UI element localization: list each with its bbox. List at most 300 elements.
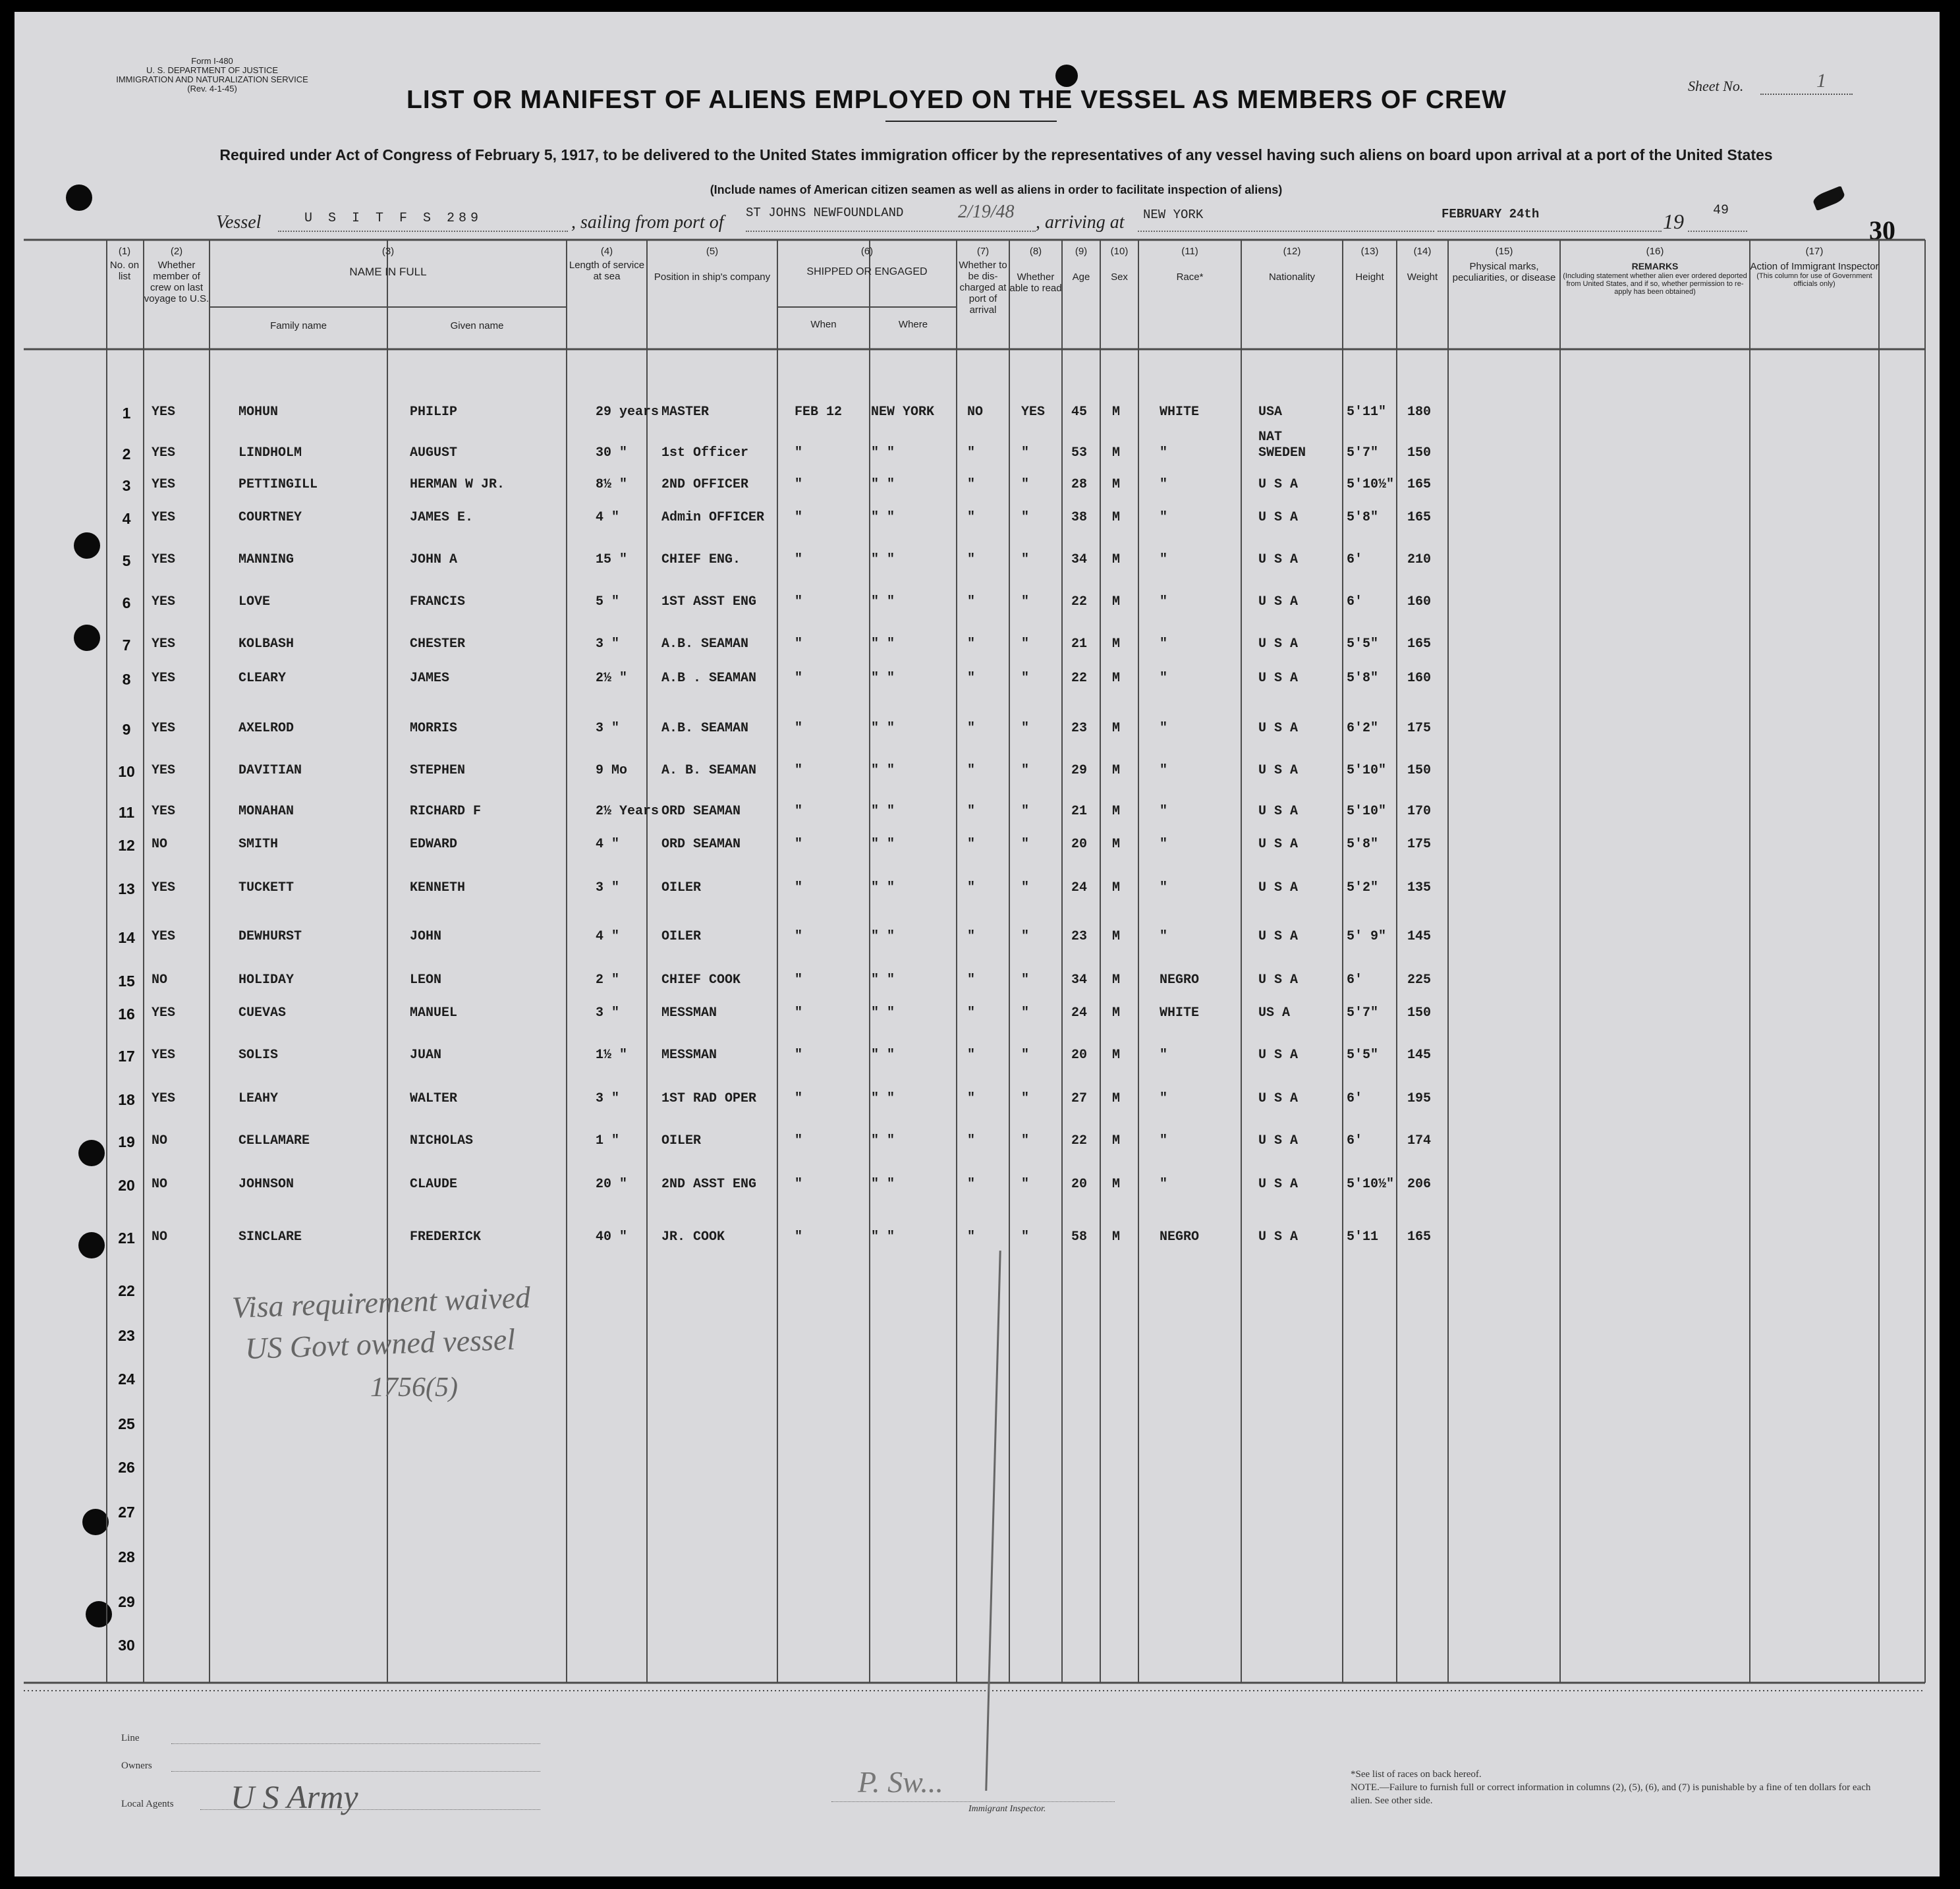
cell-given: EDWARD <box>410 837 458 852</box>
cell-when: " <box>795 973 803 988</box>
cell-family: KOLBASH <box>238 636 294 652</box>
cell-where: " " <box>871 552 895 567</box>
cell-position: MASTER <box>661 405 710 420</box>
cell-prev: YES <box>152 763 176 778</box>
handwritten-note-line3: 1756(5) <box>370 1372 458 1403</box>
cell-family: JOHNSON <box>238 1177 294 1192</box>
inspector-label: Immigrant Inspector. <box>968 1804 1046 1814</box>
cell-service: 4 " <box>596 510 620 525</box>
cell-where: " " <box>871 1005 895 1021</box>
cell-read: " <box>1021 477 1030 492</box>
cell-service: 29 years <box>596 405 659 420</box>
cell-read: " <box>1021 804 1030 819</box>
cell-sex: M <box>1112 837 1121 852</box>
cell-given: JOHN <box>410 929 442 944</box>
line-field <box>171 1743 540 1744</box>
cell-when: " <box>795 1177 803 1192</box>
cell-height: 6' <box>1347 552 1363 567</box>
arriving-port: NEW YORK <box>1143 208 1204 222</box>
cell-discharged: " <box>967 763 976 778</box>
cell-weight: 180 <box>1407 405 1432 420</box>
cell-race: " <box>1160 763 1168 778</box>
cell-weight: 135 <box>1407 880 1432 895</box>
cell-discharged: " <box>967 594 976 609</box>
cell-where: NEW YORK <box>871 405 935 420</box>
vessel-name: U S I T F S 289 <box>304 211 483 226</box>
cell-family: SMITH <box>238 837 279 852</box>
cell-when: " <box>795 1048 803 1063</box>
cell-discharged: " <box>967 1005 976 1021</box>
footer-note-races: *See list of races on back hereof. <box>1351 1769 1482 1780</box>
cell-height: 5'8" <box>1347 671 1379 686</box>
cell-when: " <box>795 804 803 819</box>
cell-when: " <box>795 929 803 944</box>
row-number: 23 <box>118 1327 135 1344</box>
cell-weight: 160 <box>1407 594 1432 609</box>
cell-discharged: " <box>967 973 976 988</box>
cell-sex: M <box>1112 1133 1121 1148</box>
cell-where: " " <box>871 880 895 895</box>
cell-position: 1ST ASST ENG <box>661 594 757 609</box>
col-10-header: (10) Sex <box>1110 246 1129 283</box>
cell-age: 53 <box>1071 445 1088 461</box>
cell-nationality: U S A <box>1258 1048 1299 1063</box>
cell-when: " <box>795 721 803 736</box>
row-number: 21 <box>118 1229 135 1247</box>
cell-age: 23 <box>1071 721 1088 736</box>
cell-read: " <box>1021 929 1030 944</box>
cell-nationality: U S A <box>1258 763 1299 778</box>
cell-position: OILER <box>661 880 702 895</box>
cell-nationality: U S A <box>1258 477 1299 492</box>
cell-read: YES <box>1021 405 1046 420</box>
cell-sex: M <box>1112 594 1121 609</box>
cell-nationality: U S A <box>1258 973 1299 988</box>
cell-nationality: U S A <box>1258 929 1299 944</box>
cell-read: " <box>1021 763 1030 778</box>
cell-race: " <box>1160 880 1168 895</box>
cell-family: DEWHURST <box>238 929 302 944</box>
cell-sex: M <box>1112 671 1121 686</box>
row-number: 6 <box>122 594 131 611</box>
cell-service: 2½ Years <box>596 804 659 819</box>
cell-service: 30 " <box>596 445 628 461</box>
agents-label: Local Agents <box>121 1799 174 1809</box>
cell-where: " " <box>871 1048 895 1063</box>
owners-label: Owners <box>121 1761 152 1771</box>
cell-discharged: " <box>967 1177 976 1192</box>
cell-race: " <box>1160 510 1168 525</box>
cell-age: 34 <box>1071 973 1088 988</box>
cell-prev: YES <box>152 671 176 686</box>
cell-where: " " <box>871 510 895 525</box>
cell-nationality: U S A <box>1258 671 1299 686</box>
cell-service: 1 " <box>596 1133 620 1148</box>
cell-position: CHIEF ENG. <box>661 552 741 567</box>
cell-service: 20 " <box>596 1177 628 1192</box>
cell-read: " <box>1021 510 1030 525</box>
cell-service: 5 " <box>596 594 620 609</box>
cell-given: CHESTER <box>410 636 466 652</box>
cell-service: 8½ " <box>596 477 628 492</box>
cell-prev: NO <box>152 1177 168 1192</box>
cell-when: " <box>795 445 803 461</box>
cell-age: 20 <box>1071 1177 1088 1192</box>
cell-sex: M <box>1112 636 1121 652</box>
cell-discharged: " <box>967 636 976 652</box>
cell-race: " <box>1160 1048 1168 1063</box>
row-number: 12 <box>118 837 135 854</box>
cell-discharged: " <box>967 477 976 492</box>
cell-when: " <box>795 763 803 778</box>
cell-read: " <box>1021 837 1030 852</box>
cell-sex: M <box>1112 804 1121 819</box>
row-number: 3 <box>122 477 131 494</box>
cell-age: 38 <box>1071 510 1088 525</box>
cell-height: 5'8" <box>1347 510 1379 525</box>
cell-sex: M <box>1112 929 1121 944</box>
arriving-label: , arriving at <box>1036 212 1125 233</box>
cell-race: " <box>1160 445 1168 461</box>
sailing-label: , sailing from port of <box>571 212 724 233</box>
cell-when: " <box>795 1005 803 1021</box>
cell-height: 5'7" <box>1347 445 1379 461</box>
cell-height: 5'11 <box>1347 1229 1379 1245</box>
cell-where: " " <box>871 445 895 461</box>
cell-discharged: " <box>967 552 976 567</box>
given-name-header: Given name <box>450 320 504 331</box>
cell-weight: 150 <box>1407 763 1432 778</box>
form-subtitle-note: (Include names of American citizen seamen as well as aliens in order to facilitate inspection of aliens) <box>710 183 1283 196</box>
cell-read: " <box>1021 1177 1030 1192</box>
cell-service: 1½ " <box>596 1048 628 1063</box>
cell-height: 5'10½" <box>1347 477 1395 492</box>
cell-weight: 195 <box>1407 1091 1432 1106</box>
cell-sex: M <box>1112 1091 1121 1106</box>
cell-weight: 150 <box>1407 445 1432 461</box>
cell-race: " <box>1160 1133 1168 1148</box>
col-9-header: (9) Age <box>1072 246 1090 283</box>
cell-position: ORD SEAMAN <box>661 804 741 819</box>
cell-discharged: " <box>967 1048 976 1063</box>
cell-height: 5'5" <box>1347 1048 1379 1063</box>
cell-service: 3 " <box>596 1091 620 1106</box>
cell-service: 2½ " <box>596 671 628 686</box>
cell-height: 6' <box>1347 1133 1363 1148</box>
cell-discharged: " <box>967 510 976 525</box>
col-3-header: (3) NAME IN FULL <box>349 246 427 278</box>
cell-age: 27 <box>1071 1091 1088 1106</box>
stamp-number: 30 <box>1869 215 1895 245</box>
form-service: IMMIGRATION AND NATURALIZATION SERVICE <box>116 74 308 84</box>
cell-sex: M <box>1112 405 1121 420</box>
where-header: Where <box>898 319 928 330</box>
cell-race: " <box>1160 837 1168 852</box>
cell-position: A.B . SEAMAN <box>661 671 757 686</box>
cell-age: 21 <box>1071 636 1088 652</box>
cell-where: " " <box>871 721 895 736</box>
cell-height: 5'2" <box>1347 880 1379 895</box>
col-11-header: (11) Race* <box>1176 246 1204 283</box>
sailing-port: ST JOHNS NEWFOUNDLAND <box>746 206 904 220</box>
cell-prev: YES <box>152 929 176 944</box>
cell-when: " <box>795 1091 803 1106</box>
cell-sex: M <box>1112 1177 1121 1192</box>
cell-where: " " <box>871 671 895 686</box>
row-number: 24 <box>118 1370 135 1388</box>
cell-height: 5'10" <box>1347 804 1387 819</box>
cell-where: " " <box>871 804 895 819</box>
col-8-header: (8) Whether able to read <box>1009 246 1062 294</box>
cell-weight: 165 <box>1407 510 1432 525</box>
cell-service: 40 " <box>596 1229 628 1245</box>
cell-sex: M <box>1112 1005 1121 1021</box>
cell-race: NEGRO <box>1160 973 1200 988</box>
cell-read: " <box>1021 721 1030 736</box>
cell-read: " <box>1021 973 1030 988</box>
cell-position: 1st Officer <box>661 445 749 461</box>
cell-given: JUAN <box>410 1048 442 1063</box>
row-number: 14 <box>118 929 135 946</box>
form-number: Form I-480 <box>191 56 233 66</box>
col-16-header: (16) REMARKS (Including statement whether alien ever ordered deported from United States, and if so, whether permission to re-apply has been obtained) <box>1563 246 1747 296</box>
cell-weight: 174 <box>1407 1133 1432 1148</box>
row-number: 20 <box>118 1177 135 1194</box>
cell-weight: 165 <box>1407 636 1432 652</box>
cell-position: Admin OFFICER <box>661 510 765 525</box>
cell-when: " <box>795 1229 803 1245</box>
cell-family: SOLIS <box>238 1048 279 1063</box>
cell-age: 29 <box>1071 763 1088 778</box>
cell-nationality: U S A <box>1258 721 1299 736</box>
cell-race: WHITE <box>1160 405 1200 420</box>
col-12-header: (12) Nationality <box>1268 246 1316 283</box>
cell-where: " " <box>871 477 895 492</box>
cell-position: MESSMAN <box>661 1005 717 1021</box>
cell-family: MOHUN <box>238 405 279 420</box>
cell-sex: M <box>1112 880 1121 895</box>
cell-read: " <box>1021 1048 1030 1063</box>
year-value: 49 <box>1713 203 1729 218</box>
cell-given: RICHARD F <box>410 804 482 819</box>
cell-race: " <box>1160 552 1168 567</box>
cell-height: 5'7" <box>1347 1005 1379 1021</box>
cell-age: 20 <box>1071 837 1088 852</box>
row-number: 4 <box>122 510 131 527</box>
cell-position: OILER <box>661 1133 702 1148</box>
cell-family: CLEARY <box>238 671 287 686</box>
cell-position: 1ST RAD OPER <box>661 1091 757 1106</box>
cell-given: HERMAN W JR. <box>410 477 505 492</box>
cell-discharged: NO <box>967 405 984 420</box>
cell-service: 4 " <box>596 929 620 944</box>
sheet-no-label: Sheet No. <box>1688 78 1744 94</box>
cell-nationality: U S A <box>1258 837 1299 852</box>
cell-position: OILER <box>661 929 702 944</box>
cell-given: JOHN A <box>410 552 458 567</box>
cell-given: KENNETH <box>410 880 466 895</box>
cell-race: " <box>1160 929 1168 944</box>
cell-discharged: " <box>967 1133 976 1148</box>
cell-given: CLAUDE <box>410 1177 458 1192</box>
cell-age: 22 <box>1071 1133 1088 1148</box>
cell-prev: YES <box>152 405 176 420</box>
cell-family: DAVITIAN <box>238 763 302 778</box>
cell-discharged: " <box>967 837 976 852</box>
cell-read: " <box>1021 880 1030 895</box>
cell-when: FEB 12 <box>795 405 843 420</box>
cell-height: 5'5" <box>1347 636 1379 652</box>
year-label: 19 <box>1663 210 1684 233</box>
row-number: 7 <box>122 636 131 654</box>
cell-weight: 160 <box>1407 671 1432 686</box>
cell-given: JAMES <box>410 671 450 686</box>
cell-age: 24 <box>1071 880 1088 895</box>
cell-position: 2ND OFFICER <box>661 477 749 492</box>
cell-race: " <box>1160 671 1168 686</box>
cell-weight: 225 <box>1407 973 1432 988</box>
cell-age: 58 <box>1071 1229 1088 1245</box>
row-number: 11 <box>118 804 135 821</box>
row-number: 2 <box>122 445 131 463</box>
cell-when: " <box>795 880 803 895</box>
cell-given: MANUEL <box>410 1005 458 1021</box>
cell-discharged: " <box>967 1091 976 1106</box>
row-number: 26 <box>118 1459 135 1476</box>
cell-weight: 175 <box>1407 837 1432 852</box>
cell-nationality: US A <box>1258 1005 1291 1021</box>
inspector-signature: P. Sw... <box>858 1765 943 1799</box>
cell-weight: 165 <box>1407 477 1432 492</box>
cell-family: HOLIDAY <box>238 973 294 988</box>
row-number: 17 <box>118 1048 135 1065</box>
cell-height: 6' <box>1347 973 1363 988</box>
cell-sex: M <box>1112 1229 1121 1245</box>
cell-nationality: U S A <box>1258 1133 1299 1148</box>
cell-when: " <box>795 594 803 609</box>
cell-age: 20 <box>1071 1048 1088 1063</box>
cell-read: " <box>1021 445 1030 461</box>
cell-prev: YES <box>152 804 176 819</box>
cell-position: CHIEF COOK <box>661 973 741 988</box>
cell-read: " <box>1021 1229 1030 1245</box>
cell-family: TUCKETT <box>238 880 294 895</box>
cell-prev: YES <box>152 1091 176 1106</box>
col-4-header: (4) Length of service at sea <box>569 246 645 282</box>
cell-age: 22 <box>1071 671 1088 686</box>
cell-age: 28 <box>1071 477 1088 492</box>
row-number: 28 <box>118 1548 135 1565</box>
cell-when: " <box>795 671 803 686</box>
cell-where: " " <box>871 1133 895 1148</box>
cell-nationality: U S A <box>1258 552 1299 567</box>
footer-notes <box>1351 1768 1878 1807</box>
cell-position: MESSMAN <box>661 1048 717 1063</box>
cell-sex: M <box>1112 445 1121 461</box>
cell-read: " <box>1021 1133 1030 1148</box>
col-1-header: (1) No. on list <box>109 246 140 282</box>
cell-when: " <box>795 636 803 652</box>
cell-prev: YES <box>152 721 176 736</box>
when-header: When <box>810 319 837 330</box>
cell-age: 23 <box>1071 929 1088 944</box>
cell-weight: 210 <box>1407 552 1432 567</box>
cell-height: 5' 9" <box>1347 929 1387 944</box>
col-17-header: (17) Action of Immigrant Inspector (This column for use of Government officials only) <box>1750 246 1879 288</box>
cell-prev: YES <box>152 445 176 461</box>
cell-weight: 145 <box>1407 929 1432 944</box>
row-number: 9 <box>122 721 131 738</box>
cell-family: LINDHOLM <box>238 445 302 461</box>
manifest-sheet <box>14 12 1940 1876</box>
col-15-header: (15) Physical marks, peculiarities, or disease <box>1452 246 1556 283</box>
sheet-no-value: 1 <box>1816 70 1826 92</box>
cell-given: PHILIP <box>410 405 458 420</box>
cell-race: " <box>1160 1091 1168 1106</box>
col-14-header: (14) Weight <box>1407 246 1438 283</box>
row-number: 27 <box>118 1504 135 1521</box>
cell-race: " <box>1160 477 1168 492</box>
cell-nationality: U S A <box>1258 1177 1299 1192</box>
cell-where: " " <box>871 837 895 852</box>
cell-weight: 165 <box>1407 1229 1432 1245</box>
cell-where: " " <box>871 929 895 944</box>
cell-where: " " <box>871 1229 895 1245</box>
cell-age: 21 <box>1071 804 1088 819</box>
cell-family: PETTINGILL <box>238 477 318 492</box>
cell-race: " <box>1160 594 1168 609</box>
cell-nationality: U S A <box>1258 636 1299 652</box>
cell-height: 6' <box>1347 594 1363 609</box>
row-number: 18 <box>118 1091 135 1108</box>
cell-height: 6'2" <box>1347 721 1379 736</box>
cell-family: MANNING <box>238 552 294 567</box>
row-number: 19 <box>118 1133 135 1150</box>
cell-nationality: U S A <box>1258 880 1299 895</box>
cell-read: " <box>1021 636 1030 652</box>
form-department: U. S. DEPARTMENT OF JUSTICE <box>146 65 279 75</box>
cell-given: STEPHEN <box>410 763 466 778</box>
cell-nationality: USA <box>1258 405 1283 420</box>
cell-nationality: U S A <box>1258 594 1299 609</box>
cell-given: WALTER <box>410 1091 458 1106</box>
cell-given: NICHOLAS <box>410 1133 474 1148</box>
cell-given: LEON <box>410 973 442 988</box>
cell-sex: M <box>1112 1048 1121 1063</box>
cell-when: " <box>795 837 803 852</box>
cell-where: " " <box>871 1177 895 1192</box>
cell-race: " <box>1160 636 1168 652</box>
cell-race: " <box>1160 721 1168 736</box>
cell-height: 5'10" <box>1347 763 1387 778</box>
cell-weight: 170 <box>1407 804 1432 819</box>
cell-weight: 206 <box>1407 1177 1432 1192</box>
cell-where: " " <box>871 1091 895 1106</box>
cell-nationality: NAT SWEDEN <box>1258 430 1306 461</box>
cell-family: LEAHY <box>238 1091 279 1106</box>
cell-read: " <box>1021 671 1030 686</box>
family-name-header: Family name <box>270 320 327 331</box>
cell-sex: M <box>1112 552 1121 567</box>
arrival-date: FEBRUARY 24th <box>1442 207 1540 221</box>
cell-race: " <box>1160 804 1168 819</box>
cell-prev: YES <box>152 880 176 895</box>
cell-height: 6' <box>1347 1091 1363 1106</box>
cell-age: 22 <box>1071 594 1088 609</box>
cell-age: 45 <box>1071 405 1088 420</box>
cell-where: " " <box>871 973 895 988</box>
row-number: 10 <box>118 763 135 780</box>
